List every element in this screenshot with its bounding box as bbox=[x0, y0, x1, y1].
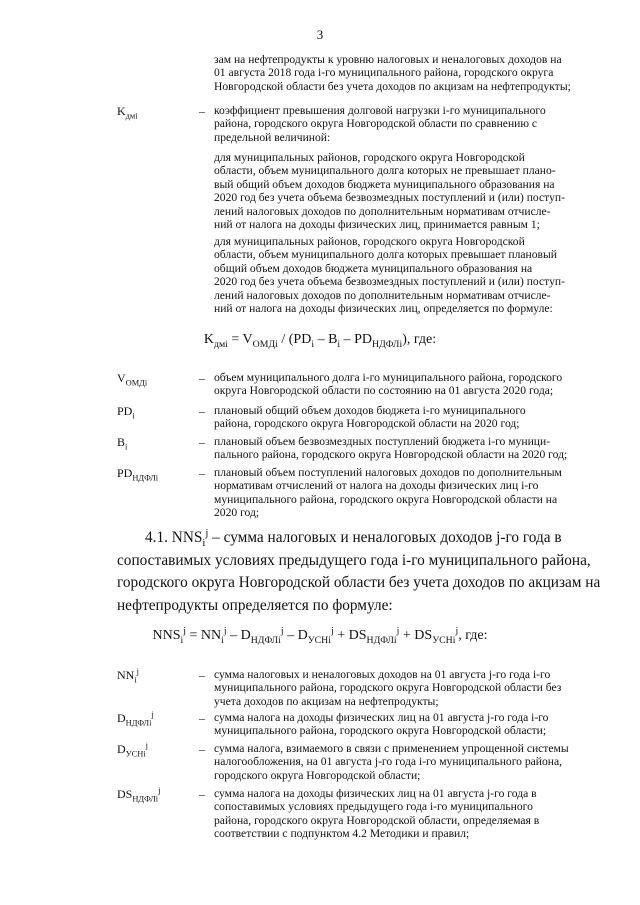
symbol-sup: j bbox=[158, 786, 161, 795]
formula-part: NNS bbox=[152, 628, 181, 643]
formula-sub: ОМДi bbox=[252, 338, 278, 350]
formula-sub: НДФЛi bbox=[366, 634, 397, 646]
symbol-text: D bbox=[117, 742, 126, 756]
text-line bbox=[117, 527, 607, 550]
def-symbol bbox=[117, 404, 135, 419]
text-line: муниципального района, городского округа Новгородской области на bbox=[214, 492, 558, 506]
symbol-text: DS bbox=[117, 787, 133, 801]
symbol-sub: НДФЛi bbox=[132, 794, 159, 804]
formula-part: + DS bbox=[399, 628, 433, 643]
symbol-sup: j bbox=[145, 741, 148, 750]
text-line: для муниципальных районов, городского округа Новгородской bbox=[214, 235, 525, 248]
text-line: налогообложения, на 01 августа j-го года i-го муниципального района, bbox=[214, 755, 563, 769]
formula-sup: j bbox=[396, 625, 400, 637]
formula-sub: УСНi bbox=[432, 634, 456, 646]
text-line: вый общий объем доходов бюджета муниципального образования на bbox=[214, 177, 555, 191]
text-run: – сумма налоговых и неналоговых доходов j-го года в bbox=[208, 529, 562, 546]
text-line: района, городского округа Новгородской области на 2020 год; bbox=[214, 417, 520, 431]
dash: – bbox=[199, 668, 205, 682]
formula-sup: j bbox=[455, 625, 459, 637]
definition-text bbox=[214, 404, 606, 431]
formula-part: – D bbox=[226, 628, 251, 643]
text-line: 01 августа 2018 года i-го муниципального района, городского округа bbox=[214, 66, 554, 80]
def-symbol bbox=[117, 742, 148, 757]
text-line: коэффициент превышения долговой нагрузки i-го муниципального bbox=[214, 104, 546, 117]
text-line: 2020 год без учета объема безвозмездных поступлений и (или) поступ- bbox=[214, 275, 565, 289]
text-line: для муниципальных районов, городского округа Новгородской bbox=[214, 151, 525, 164]
text-line: округа Новгородской области по состоянию на 01 августа 2020 года; bbox=[214, 384, 554, 398]
definition-text bbox=[214, 668, 606, 708]
symbol-sub: i bbox=[132, 411, 135, 421]
symbol-sub: УСНi bbox=[125, 749, 146, 759]
symbol-sup: j bbox=[151, 710, 154, 719]
text-line: ний от налога на доходы физических лиц, принимается равным 1; bbox=[214, 218, 540, 232]
formula-sup: j bbox=[223, 625, 227, 637]
section-number: 4.1. NNS bbox=[145, 529, 203, 546]
def-symbol bbox=[117, 371, 147, 386]
dash: – bbox=[199, 711, 205, 725]
text-line: сопоставимых условиях предыдущего года i-го муниципального bbox=[214, 800, 533, 814]
text-line: сумма налога, взимаемого в связи с применением упрощенной системы bbox=[214, 742, 569, 755]
text-line: района, городского округа Новгородской области по сравнению с bbox=[214, 117, 538, 131]
page-number: 3 bbox=[316, 27, 324, 42]
formula-part: – B bbox=[314, 332, 338, 347]
definition-text bbox=[214, 371, 606, 398]
formula-nns bbox=[0, 625, 640, 646]
formula-part: K bbox=[203, 332, 214, 347]
formula-sub: i bbox=[337, 338, 341, 350]
text-line: зам на нефтепродукты к уровню налоговых и неналоговых доходов на bbox=[214, 53, 562, 66]
text-line: Новгородской области без учета доходов по акцизам на нефтепродукты; bbox=[214, 79, 571, 93]
formula-sub: i bbox=[311, 338, 315, 350]
def-symbol bbox=[117, 711, 154, 726]
definition-text bbox=[214, 742, 606, 782]
text-line: учета доходов по акцизам на нефтепродукты; bbox=[214, 694, 439, 708]
symbol-text: NN bbox=[117, 668, 135, 682]
symbol-text: PD bbox=[117, 466, 133, 480]
text-line: муниципального района, городского округа Новгородской области; bbox=[214, 724, 547, 738]
symbol-sub: НДФЛi bbox=[125, 718, 152, 728]
symbol-sub: дмi bbox=[125, 111, 138, 121]
symbol-text: D bbox=[117, 711, 126, 725]
dash: – bbox=[199, 466, 205, 480]
formula-part: = V bbox=[227, 332, 253, 347]
text-line: нефтепродукты определяется по формуле: bbox=[117, 596, 393, 614]
text-line: плановый общий объем доходов бюджета i-го муниципального bbox=[214, 404, 526, 417]
symbol-sub: i bbox=[125, 442, 128, 452]
symbol-text: PD bbox=[117, 404, 133, 418]
formula-part: ), где: bbox=[402, 332, 437, 347]
formula-kdi bbox=[0, 332, 640, 348]
formula-part: = NN bbox=[185, 628, 222, 643]
formula-part: + DS bbox=[333, 628, 367, 643]
text-line: городского округа Новгородской области без учета доходов по акцизам на bbox=[117, 574, 601, 591]
paragraph-case-2 bbox=[214, 235, 606, 315]
text-line: объем муниципального долга i-го муниципального района, городского bbox=[214, 371, 563, 384]
formula-part: – D bbox=[283, 628, 308, 643]
symbol-text: V bbox=[117, 371, 126, 385]
formula-sup: j bbox=[183, 625, 186, 637]
text-line: сумма налога на доходы физических лиц на 01 августа j-го года i-го bbox=[214, 711, 549, 724]
intro-paragraph bbox=[214, 53, 606, 93]
formula-sub: НДФЛi bbox=[250, 634, 281, 646]
kdi-definition bbox=[214, 104, 606, 144]
text-line: сопоставимых условиях предыдущего года i-го муниципального района, bbox=[117, 551, 591, 569]
text-line: предельной величиной: bbox=[214, 130, 331, 144]
text-line: пального района, городского округа Новгородской области на 2020 год; bbox=[214, 448, 568, 462]
text-line: городского округа Новгородской области; bbox=[214, 768, 421, 782]
symbol-sub: ОМДi bbox=[125, 378, 148, 388]
text-line: муниципального района, городского округа Новгородской области без bbox=[214, 681, 562, 695]
def-symbol bbox=[117, 668, 139, 683]
symbol-sub: i bbox=[202, 537, 206, 550]
symbol-sup: j bbox=[205, 526, 209, 539]
formula-part: – PD bbox=[340, 332, 373, 347]
formula-part: , где: bbox=[458, 628, 488, 643]
definition-text bbox=[214, 435, 606, 462]
text-line: ний от налога на доходы физических лиц, определяется по формуле: bbox=[214, 302, 553, 316]
text-line: 2020 год без учета объема безвозмездных поступлений и (или) поступ- bbox=[214, 191, 565, 205]
symbol-sub: НДФЛi bbox=[132, 473, 159, 483]
def-symbol bbox=[117, 435, 127, 450]
text-line: плановый объем поступлений налоговых доходов по дополнительным bbox=[214, 466, 562, 479]
text-line: 2020 год; bbox=[214, 506, 260, 520]
formula-sup: j bbox=[280, 625, 284, 637]
def-symbol bbox=[117, 466, 158, 481]
definition-text bbox=[214, 711, 606, 738]
text-line: плановый объем безвозмездных поступлений бюджета i-го муници- bbox=[214, 435, 551, 448]
symbol-text: B bbox=[117, 435, 126, 449]
definition-text bbox=[214, 787, 606, 841]
text-line: нормативам отчислений от налога на доходы физических лиц i-го bbox=[214, 479, 539, 493]
symbol-text: K bbox=[117, 104, 126, 118]
formula-sub: НДФЛi bbox=[372, 338, 403, 350]
text-line: сумма налога на доходы физических лиц на 01 августа j-го года в bbox=[214, 787, 537, 800]
def-symbol bbox=[117, 787, 160, 802]
text-line: сумма налоговых и неналоговых доходов на 01 августа j-го года i-го bbox=[214, 668, 551, 681]
symbol-sup: j bbox=[136, 667, 139, 676]
dash: – bbox=[199, 787, 205, 801]
paragraph-case-1 bbox=[214, 151, 606, 231]
dash: – bbox=[199, 404, 205, 418]
formula-part: / (PD bbox=[277, 332, 312, 347]
dash: – bbox=[199, 104, 205, 118]
dash: – bbox=[199, 435, 205, 449]
definition-text bbox=[214, 466, 606, 520]
formula-sub: УСНi bbox=[307, 634, 331, 646]
formula-sub: дмi bbox=[214, 338, 228, 350]
kdi-symbol bbox=[117, 104, 138, 119]
text-line: области, объем муниципального долга которых не превышает плано- bbox=[214, 164, 556, 178]
text-line: лений налоговых доходов по дополнительным нормативам отчисле- bbox=[214, 288, 551, 302]
formula-sub: i bbox=[221, 634, 224, 646]
dash: – bbox=[199, 742, 205, 756]
text-line: области, объем муниципального долга которых превышает плановый bbox=[214, 248, 557, 262]
symbol-sub: i bbox=[134, 675, 137, 685]
text-line: общий объем доходов бюджета муниципального образования на bbox=[214, 261, 533, 275]
formula-sub: i bbox=[180, 634, 184, 646]
text-line: района, городского округа Новгородской области, определяемая в bbox=[214, 813, 540, 827]
formula-sup: j bbox=[330, 625, 334, 637]
text-line: соответствии с подпунктом 4.2 Методики и правил; bbox=[214, 827, 470, 841]
dash: – bbox=[199, 371, 205, 385]
section-4-1 bbox=[117, 527, 607, 617]
text-line: лений налоговых доходов по дополнительным нормативам отчисле- bbox=[214, 204, 551, 218]
